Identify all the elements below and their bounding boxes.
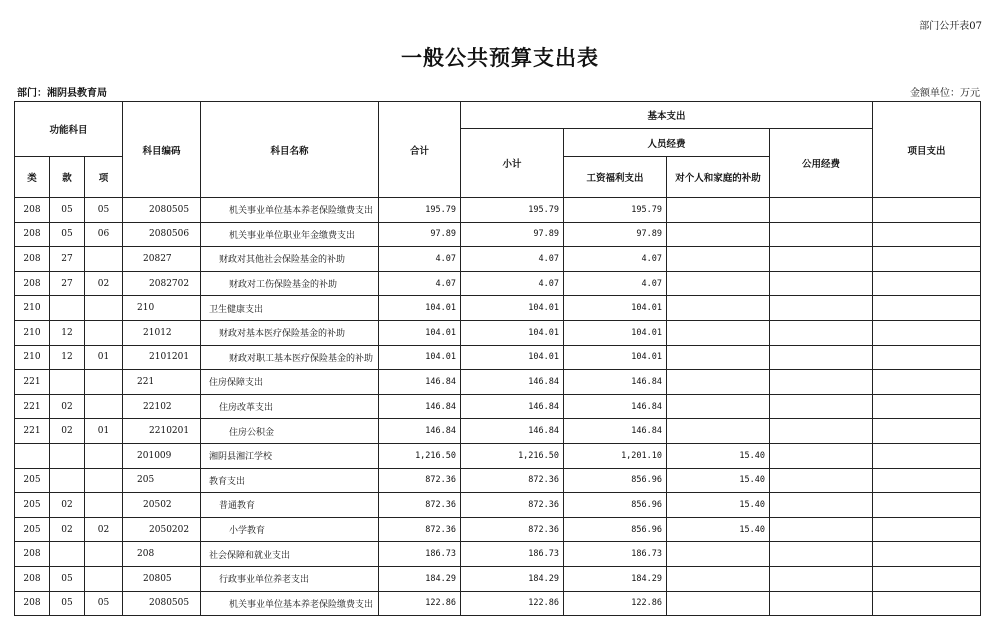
cell-name: 社会保障和就业支出	[201, 542, 379, 567]
cell-kuan: 02	[50, 419, 85, 444]
cell-subtotal: 872.36	[461, 517, 564, 542]
cell-lei: 221	[15, 419, 50, 444]
cell-xiang	[85, 493, 123, 518]
cell-name: 普通教育	[201, 493, 379, 518]
cell-code: 2082702	[123, 271, 201, 296]
cell-salary: 856.96	[564, 493, 667, 518]
cell-xiang	[85, 370, 123, 395]
cell-total: 146.84	[379, 370, 461, 395]
cell-public	[770, 517, 873, 542]
cell-project	[873, 394, 981, 419]
cell-code: 2210201	[123, 419, 201, 444]
cell-family-subsidy	[667, 591, 770, 616]
cell-project	[873, 419, 981, 444]
cell-kuan: 05	[50, 222, 85, 247]
page-title: 一般公共预算支出表	[401, 45, 599, 70]
cell-xiang: 02	[85, 271, 123, 296]
cell-name: 行政事业单位养老支出	[201, 566, 379, 591]
cell-lei: 208	[15, 591, 50, 616]
cell-code: 20805	[123, 566, 201, 591]
cell-project	[873, 542, 981, 567]
cell-family-subsidy	[667, 345, 770, 370]
cell-kuan	[50, 468, 85, 493]
cell-subtotal: 104.01	[461, 320, 564, 345]
cell-salary: 195.79	[564, 198, 667, 223]
table-row	[15, 591, 981, 616]
table-row	[15, 198, 981, 223]
cell-total: 195.79	[379, 198, 461, 223]
header-subtotal: 小计	[461, 129, 564, 198]
cell-salary: 186.73	[564, 542, 667, 567]
cell-xiang	[85, 296, 123, 321]
cell-name: 教育支出	[201, 468, 379, 493]
header-project: 项目支出	[873, 102, 981, 198]
cell-salary: 146.84	[564, 394, 667, 419]
table-row	[15, 247, 981, 272]
header-func-subject: 功能科目	[15, 102, 123, 157]
cell-xiang: 05	[85, 591, 123, 616]
cell-kuan: 27	[50, 271, 85, 296]
cell-subtotal: 184.29	[461, 566, 564, 591]
header-code: 科目编码	[123, 102, 201, 198]
cell-name: 财政对其他社会保险基金的补助	[201, 247, 379, 272]
cell-subtotal: 872.36	[461, 493, 564, 518]
cell-project	[873, 198, 981, 223]
cell-lei: 210	[15, 345, 50, 370]
table-row	[15, 493, 981, 518]
table-row	[15, 345, 981, 370]
table-row	[15, 443, 981, 468]
cell-public	[770, 247, 873, 272]
cell-lei: 221	[15, 394, 50, 419]
cell-name: 机关事业单位基本养老保险缴费支出	[201, 591, 379, 616]
cell-total: 104.01	[379, 345, 461, 370]
header-family-subsidy: 对个人和家庭的补助	[667, 157, 770, 198]
cell-family-subsidy	[667, 271, 770, 296]
cell-name: 财政对基本医疗保险基金的补助	[201, 320, 379, 345]
cell-name: 机关事业单位基本养老保险缴费支出	[201, 198, 379, 223]
cell-xiang	[85, 468, 123, 493]
cell-salary: 4.07	[564, 271, 667, 296]
table-header	[15, 102, 981, 198]
cell-salary: 97.89	[564, 222, 667, 247]
cell-kuan: 27	[50, 247, 85, 272]
cell-total: 104.01	[379, 296, 461, 321]
cell-salary: 146.84	[564, 370, 667, 395]
cell-kuan: 05	[50, 591, 85, 616]
cell-total: 146.84	[379, 394, 461, 419]
cell-kuan: 12	[50, 345, 85, 370]
cell-xiang: 06	[85, 222, 123, 247]
cell-public	[770, 443, 873, 468]
cell-family-subsidy	[667, 296, 770, 321]
cell-lei: 205	[15, 517, 50, 542]
cell-lei: 208	[15, 222, 50, 247]
cell-code: 2101201	[123, 345, 201, 370]
header-personnel: 人员经费	[564, 129, 770, 157]
cell-project	[873, 247, 981, 272]
cell-subtotal: 4.07	[461, 247, 564, 272]
cell-name: 卫生健康支出	[201, 296, 379, 321]
cell-xiang	[85, 320, 123, 345]
cell-code: 205	[123, 468, 201, 493]
cell-kuan	[50, 542, 85, 567]
cell-lei: 208	[15, 271, 50, 296]
cell-total: 122.86	[379, 591, 461, 616]
cell-salary: 122.86	[564, 591, 667, 616]
cell-salary: 104.01	[564, 345, 667, 370]
cell-lei: 208	[15, 247, 50, 272]
cell-code: 201009	[123, 443, 201, 468]
header-salary: 工资福利支出	[564, 157, 667, 198]
cell-name: 住房保障支出	[201, 370, 379, 395]
cell-total: 184.29	[379, 566, 461, 591]
cell-total: 872.36	[379, 493, 461, 518]
cell-total: 97.89	[379, 222, 461, 247]
table-row	[15, 296, 981, 321]
cell-public	[770, 198, 873, 223]
cell-family-subsidy	[667, 198, 770, 223]
table-row	[15, 566, 981, 591]
cell-subtotal: 146.84	[461, 370, 564, 395]
cell-xiang: 05	[85, 198, 123, 223]
cell-subtotal: 4.07	[461, 271, 564, 296]
cell-project	[873, 591, 981, 616]
header-name: 科目名称	[201, 102, 379, 198]
cell-subtotal: 1,216.50	[461, 443, 564, 468]
cell-public	[770, 542, 873, 567]
cell-public	[770, 591, 873, 616]
cell-total: 4.07	[379, 271, 461, 296]
cell-lei: 205	[15, 468, 50, 493]
cell-total: 1,216.50	[379, 443, 461, 468]
cell-project	[873, 271, 981, 296]
cell-project	[873, 296, 981, 321]
cell-code: 21012	[123, 320, 201, 345]
cell-lei: 221	[15, 370, 50, 395]
cell-name: 湘阴县湘江学校	[201, 443, 379, 468]
cell-code: 210	[123, 296, 201, 321]
budget-table	[14, 101, 981, 616]
cell-family-subsidy: 15.40	[667, 468, 770, 493]
cell-kuan: 02	[50, 394, 85, 419]
cell-public	[770, 493, 873, 518]
cell-subtotal: 146.84	[461, 394, 564, 419]
cell-xiang	[85, 566, 123, 591]
cell-total: 146.84	[379, 419, 461, 444]
cell-family-subsidy	[667, 394, 770, 419]
cell-lei: 208	[15, 542, 50, 567]
cell-kuan	[50, 296, 85, 321]
table-row	[15, 419, 981, 444]
cell-lei: 208	[15, 198, 50, 223]
cell-lei: 205	[15, 493, 50, 518]
table-number-label: 部门公开表07	[919, 21, 982, 32]
cell-xiang	[85, 394, 123, 419]
cell-name: 机关事业单位职业年金缴费支出	[201, 222, 379, 247]
table-row	[15, 542, 981, 567]
cell-public	[770, 566, 873, 591]
cell-name: 小学教育	[201, 517, 379, 542]
cell-subtotal: 104.01	[461, 345, 564, 370]
cell-salary: 1,201.10	[564, 443, 667, 468]
cell-subtotal: 186.73	[461, 542, 564, 567]
cell-kuan: 02	[50, 493, 85, 518]
cell-code: 2050202	[123, 517, 201, 542]
cell-name: 财政对职工基本医疗保险基金的补助	[201, 345, 379, 370]
table-row	[15, 320, 981, 345]
cell-public	[770, 345, 873, 370]
cell-family-subsidy	[667, 542, 770, 567]
cell-xiang	[85, 542, 123, 567]
cell-code: 22102	[123, 394, 201, 419]
department-label: 部门：湘阴县教育局	[17, 88, 107, 99]
cell-total: 186.73	[379, 542, 461, 567]
cell-xiang: 01	[85, 345, 123, 370]
cell-kuan: 12	[50, 320, 85, 345]
cell-subtotal: 122.86	[461, 591, 564, 616]
table-row	[15, 517, 981, 542]
cell-xiang: 02	[85, 517, 123, 542]
cell-total: 872.36	[379, 468, 461, 493]
cell-salary: 146.84	[564, 419, 667, 444]
cell-lei	[15, 443, 50, 468]
cell-code: 20502	[123, 493, 201, 518]
cell-subtotal: 97.89	[461, 222, 564, 247]
cell-family-subsidy: 15.40	[667, 443, 770, 468]
table-row	[15, 394, 981, 419]
cell-xiang	[85, 443, 123, 468]
cell-code: 2080505	[123, 198, 201, 223]
amount-unit-label: 金额单位：万元	[910, 88, 980, 99]
table-row	[15, 271, 981, 296]
cell-family-subsidy	[667, 566, 770, 591]
cell-public	[770, 222, 873, 247]
header-total: 合计	[379, 102, 461, 198]
cell-kuan: 05	[50, 566, 85, 591]
cell-name: 住房改革支出	[201, 394, 379, 419]
cell-public	[770, 271, 873, 296]
cell-code: 208	[123, 542, 201, 567]
cell-kuan: 02	[50, 517, 85, 542]
cell-salary: 856.96	[564, 517, 667, 542]
cell-family-subsidy	[667, 320, 770, 345]
cell-total: 104.01	[379, 320, 461, 345]
cell-family-subsidy: 15.40	[667, 493, 770, 518]
cell-family-subsidy: 15.40	[667, 517, 770, 542]
cell-lei: 208	[15, 566, 50, 591]
cell-project	[873, 370, 981, 395]
cell-salary: 856.96	[564, 468, 667, 493]
cell-kuan: 05	[50, 198, 85, 223]
cell-subtotal: 104.01	[461, 296, 564, 321]
cell-project	[873, 320, 981, 345]
cell-code: 2080506	[123, 222, 201, 247]
cell-code: 2080505	[123, 591, 201, 616]
cell-public	[770, 320, 873, 345]
cell-family-subsidy	[667, 370, 770, 395]
cell-kuan	[50, 370, 85, 395]
cell-subtotal: 195.79	[461, 198, 564, 223]
cell-total: 4.07	[379, 247, 461, 272]
table-body	[15, 198, 981, 616]
cell-total: 872.36	[379, 517, 461, 542]
cell-project	[873, 222, 981, 247]
cell-project	[873, 345, 981, 370]
cell-xiang	[85, 247, 123, 272]
cell-code: 20827	[123, 247, 201, 272]
header-kuan: 款	[50, 157, 85, 198]
cell-public	[770, 296, 873, 321]
cell-lei: 210	[15, 296, 50, 321]
cell-salary: 184.29	[564, 566, 667, 591]
table-row	[15, 222, 981, 247]
cell-name: 住房公积金	[201, 419, 379, 444]
cell-project	[873, 517, 981, 542]
cell-family-subsidy	[667, 222, 770, 247]
cell-project	[873, 493, 981, 518]
cell-code: 221	[123, 370, 201, 395]
cell-public	[770, 468, 873, 493]
cell-public	[770, 419, 873, 444]
cell-subtotal: 872.36	[461, 468, 564, 493]
cell-salary: 104.01	[564, 320, 667, 345]
cell-public	[770, 394, 873, 419]
cell-lei: 210	[15, 320, 50, 345]
header-basic: 基本支出	[461, 102, 873, 129]
cell-subtotal: 146.84	[461, 419, 564, 444]
cell-xiang: 01	[85, 419, 123, 444]
cell-public	[770, 370, 873, 395]
cell-kuan	[50, 443, 85, 468]
cell-salary: 104.01	[564, 296, 667, 321]
cell-salary: 4.07	[564, 247, 667, 272]
table-row	[15, 468, 981, 493]
cell-project	[873, 468, 981, 493]
cell-project	[873, 566, 981, 591]
table-row	[15, 370, 981, 395]
header-lei: 类	[15, 157, 50, 198]
cell-family-subsidy	[667, 247, 770, 272]
header-xiang: 项	[85, 157, 123, 198]
header-public: 公用经费	[770, 129, 873, 198]
cell-family-subsidy	[667, 419, 770, 444]
cell-name: 财政对工伤保险基金的补助	[201, 271, 379, 296]
cell-project	[873, 443, 981, 468]
